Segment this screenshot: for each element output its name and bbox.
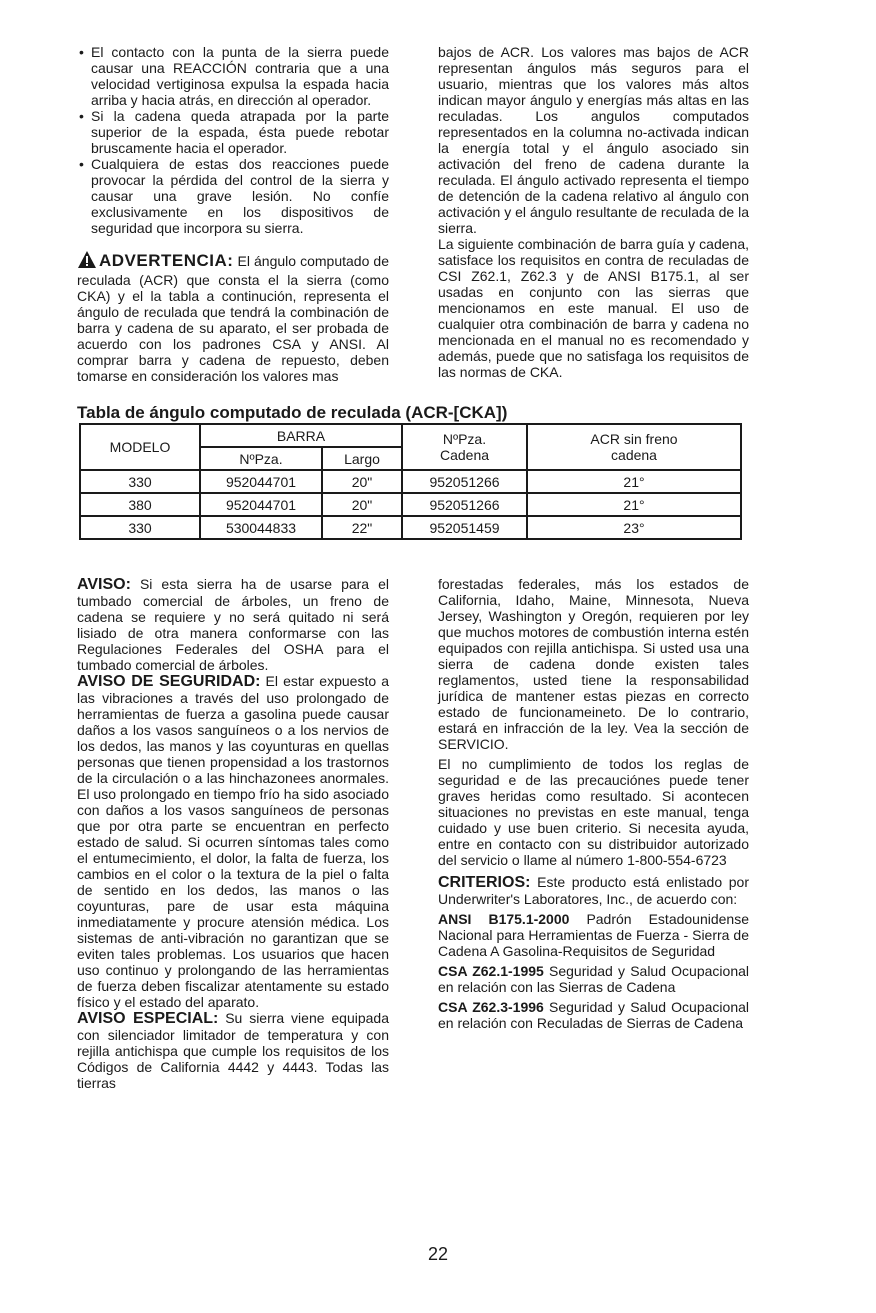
aviso-seguridad-label: AVISO DE SEGURIDAD: — [77, 673, 261, 690]
aviso-especial-paragraph — [77, 1010, 389, 1091]
standard-title: ANSI B175.1-2000 — [438, 911, 570, 927]
right-column-top — [438, 44, 749, 380]
bullet-item: • Cualquiera de estas dos reacciones puede provocar la pérdida del control de la sierra y causar una grave lesión. No confíe exclusivamente en los dispositivos de seguridad que incorpora su sierra. — [77, 156, 389, 236]
aviso-text: Si esta sierra ha de usarse para el tumbado comercial de árboles, un freno de cadena se requiere y no será quitado ni será lisiado de otra manera conformarse con las Regulaciones Federales del OSHA para el tumbado comercial de árboles. — [77, 576, 389, 673]
cell-barra: 530044833 — [200, 516, 322, 539]
acr-explanation: bajos de ACR. Los valores mas bajos de ACR representan ángulos más seguros para el usuario, mientras que los valores más altos indican mayor ángulo y energías más altas en las reculadas. Los angulos computados representados en la columna no-activada indican la energía total y el ángulo asociado sin activación del freno de cadena durante la reculada. El ángulo activado representa el tiempo de detención de la cadena relativo al ángulo con activación y el ángulo resultante de reculada de la sierra. — [438, 44, 749, 236]
bullet-item: • El contacto con la punta de la sierra puede causar una REACCIÓN contraria que a una velocidad vertiginosa expulsa la espada hacia arriba y hacia atrás, en dirección al operador. — [77, 44, 389, 108]
cell-largo: 20" — [322, 470, 402, 493]
right-column-bottom — [438, 576, 749, 1031]
cell-barra: 952044701 — [200, 470, 322, 493]
advertencia-text: El ángulo computado de reculada (ACR) que consta el la sierra (como CKA) y el la tabla a continución, representa el ángulo de reculada que tendrá la combinación de barra y cadena de su aparato, el ser probada de acuerdo con los padrones CSA y ANSI. Al comprar barra y cadena de repuesto, deben tomarse en consideración los valores mas — [77, 253, 390, 384]
advertencia-paragraph — [77, 250, 389, 384]
header-acr: ACR sin freno cadena — [527, 424, 741, 470]
table-row — [80, 516, 741, 539]
left-column-bottom — [77, 576, 389, 1091]
cell-largo: 20" — [322, 493, 402, 516]
cell-acr: 23° — [527, 516, 741, 539]
standard-item — [438, 911, 749, 959]
cell-acr: 21° — [527, 493, 741, 516]
cell-cadena: 952051266 — [402, 470, 527, 493]
standard-title: CSA Z62.1-1995 — [438, 963, 544, 979]
cell-modelo: 380 — [80, 493, 200, 516]
page-number: 22 — [427, 1244, 449, 1264]
criterios-label: CRITERIOS: — [438, 874, 531, 891]
header-cadena: NºPza. Cadena — [402, 424, 527, 470]
header-barra-npza: NºPza. — [200, 447, 322, 470]
bar-chain-combination: La siguiente combinación de barra guía y cadena, satisface los requisitos en contra de reculadas de CSI Z62.1, Z62.3 y de ANSI B175.1, al ser usadas en conjunto con las sierras que mencionamos en este manual. El uso de cualquier otra combinación de barra y cadena no mencionada en el manual no es recomendado y además, puede que no satisfaga los requisitos de las normas de CKA. — [438, 236, 749, 380]
criterios-text: Este producto está enlistado por Underwriter's Laboratores, Inc., de acuerdo con: — [438, 874, 750, 907]
cell-modelo: 330 — [80, 470, 200, 493]
warning-icon — [77, 250, 97, 272]
aviso-especial-label: AVISO ESPECIAL: — [77, 1010, 219, 1027]
aviso-especial-text: Su sierra viene equipada con silenciador limitador de temperatura y con rejilla antichispa que cumple los requisitos de los Códigos de California 4442 y 4443. Todas las tierras — [77, 1010, 389, 1091]
cell-acr: 21° — [527, 470, 741, 493]
cell-cadena: 952051266 — [402, 493, 527, 516]
safety-rules-paragraph: El no cumplimiento de todos los reglas de seguridad e de las precauciónes puede tener graves heridas como resultado. Si acontecen situaciones no previstas en este manual, tenga cuidado y use buen criterio. Si necesita ayuda, entre en contacto con su distribuidor autorizado del servicio o llame al número 1-800-554-6723 — [438, 756, 749, 868]
bullet-list — [77, 44, 389, 236]
header-barra-largo: Largo — [322, 447, 402, 470]
standard-text: Seguridad y Salud Ocupacional en relación con Reculadas de Sierras de Cadena — [438, 999, 749, 1031]
header-modelo: MODELO — [80, 424, 200, 470]
criterios-paragraph — [438, 874, 749, 907]
cell-modelo: 330 — [80, 516, 200, 539]
cell-barra: 952044701 — [200, 493, 322, 516]
aviso-seguridad-text: El estar expuesto a las vibraciones a través del uso prolongado de herramientas de fuerza a gasolina puede causar daños a los vasos sanguíneos o a los nervios de los dedos, las manos y las coyunturas en quellas personas que tienen propensidad a los trastornos de la circulación o a las hinchazonees anormales. El uso prolongado en tiempo frío ha sido asociado con daños a los vasos sanguíneos de personas que por otra parte se encuentran en perfecto estado de salud. Si ocurren síntomas tales como el entumecimiento, el dolor, la falta de fuerza, los cambios en el color o la textura de la piel o falta de sentido en los dedos, las manos o las coyunturas, pare de usar esta máquina inmediatamente y procure atensión médica. Los sistemas de anti-vibración no garantizan que se eviten tales problemas. Los usuarios que hacen uso continuo y prolongando de las herramientas de fuerza deben fiscalizar atentamente su estado físico y el estado del aparato. — [77, 673, 389, 1010]
standard-item — [438, 963, 749, 995]
standard-item — [438, 999, 749, 1031]
table-row — [80, 493, 741, 516]
table-row — [80, 470, 741, 493]
standard-text: Padrón Estadounidense Nacional para Herramientas de Fuerza - Sierra de Cadena A Gasolina-Requisitos de Seguridad — [438, 911, 750, 959]
standard-title: CSA Z62.3-1996 — [438, 999, 544, 1015]
table-title: Tabla de ángulo computado de reculada (ACR-[CKA]) — [77, 403, 508, 422]
standard-text: Seguridad y Salud Ocupacional en relación con las Sierras de Cadena — [438, 963, 749, 995]
cell-cadena: 952051459 — [402, 516, 527, 539]
aviso-paragraph — [77, 576, 389, 673]
advertencia-label: ADVERTENCIA: — [99, 251, 234, 270]
left-column-top — [77, 44, 389, 384]
header-barra: BARRA — [200, 424, 402, 447]
aviso-label: AVISO: — [77, 576, 131, 593]
spark-arrestor-paragraph: forestadas federales, más los estados de California, Idaho, Maine, Minnesota, Nueva Jersey, Washington y Oregón, requieren por ley que muchos motores de combustión interna estén equipados con rejilla antichispa. Si usted usa una sierra de cadena donde existen tales reglamentos, usted tiene la responsabilidad jurídica de mantener estas piezas en correcto estado de funcionameineto. De lo contrario, estará en infracción de la ley. Vea la sección de SERVICIO. — [438, 576, 749, 752]
acr-table — [79, 423, 742, 540]
aviso-seguridad-paragraph — [77, 673, 389, 1010]
bullet-item: • Si la cadena queda atrapada por la parte superior de la espada, ésta puede rebotar bruscamente hacia el operador. — [77, 108, 389, 156]
cell-largo: 22" — [322, 516, 402, 539]
